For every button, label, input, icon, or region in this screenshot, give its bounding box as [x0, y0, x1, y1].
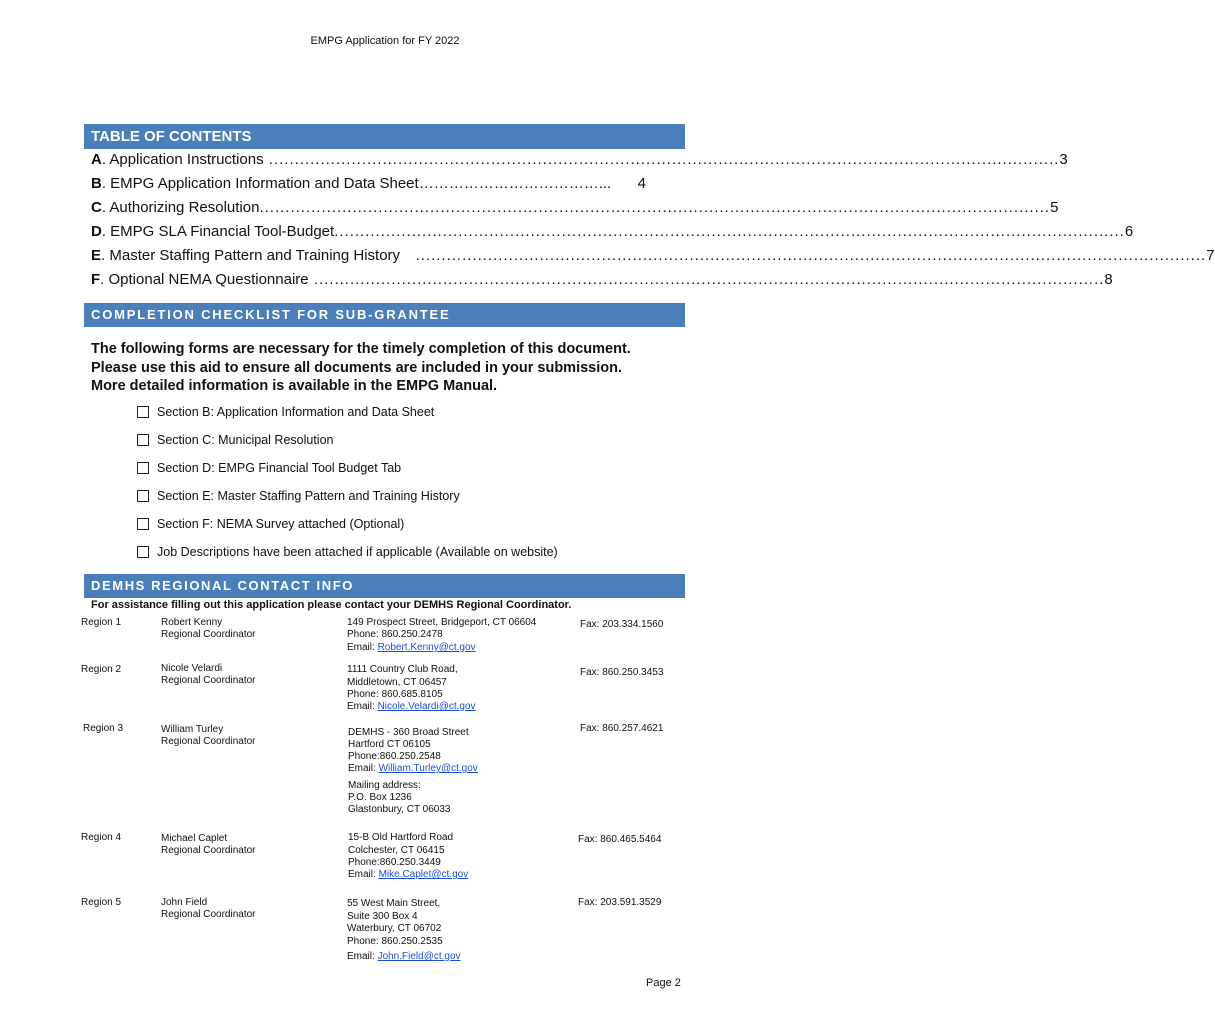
checklist-intro — [91, 340, 681, 396]
toc-text: . Application Instructions — [101, 151, 264, 168]
toc-leader: ......................................................................................................................................................... — [259, 199, 1051, 216]
assist-text: For assistance filling out this application please contact your DEMHS Regional Coordinator. — [91, 599, 572, 611]
contact-heading: DEMHS REGIONAL CONTACT INFO — [84, 574, 685, 598]
email-line: Email: Nicole.Velardi@ct.gov — [347, 701, 476, 712]
phone: Phone: 860.250.2535 — [347, 936, 443, 947]
toc-leader — [611, 173, 637, 195]
checklist-item[interactable] — [137, 488, 460, 504]
toc-letter: E — [91, 247, 102, 264]
toc-page: 7 — [1206, 247, 1215, 264]
address-line: Suite 300 Box 4 — [347, 911, 418, 922]
toc-page: 3 — [1059, 151, 1068, 168]
address-line: Waterbury, CT 06702 — [347, 923, 442, 934]
toc-letter: A — [91, 151, 102, 168]
checklist-label: Section B: Application Information and Data Sheet — [157, 405, 435, 419]
toc-item[interactable] — [91, 197, 1059, 219]
mailing-label: Mailing address: — [348, 780, 421, 791]
coordinator-role: Regional Coordinator — [161, 736, 256, 747]
toc-text: . Optional NEMA Questionnaire — [100, 271, 309, 288]
email-line: Email: Mike.Caplet@ct.gov — [348, 869, 469, 880]
phone: Phone:860.250.3449 — [348, 857, 441, 868]
checklist-item[interactable] — [137, 404, 434, 420]
email-link[interactable]: Robert.Kenny@ct.gov — [377, 642, 476, 653]
toc-item[interactable] — [91, 173, 646, 195]
email-line: Email: William.Turley@ct.gov — [348, 763, 478, 774]
address-line: 149 Prospect Street, Bridgeport, CT 06604 — [347, 617, 537, 628]
fax: Fax: 203.591.3529 — [578, 897, 662, 908]
checklist-label: Section C: Municipal Resolution — [157, 433, 334, 447]
toc-heading: TABLE OF CONTENTS — [84, 124, 685, 149]
toc-page: 6 — [1124, 223, 1134, 240]
region-label: Region 4 — [81, 832, 122, 843]
toc-item[interactable] — [91, 269, 1113, 291]
checkbox[interactable] — [137, 434, 149, 446]
toc-item[interactable] — [91, 149, 1068, 171]
toc-text: . Authorizing Resolution — [101, 199, 260, 216]
phone: Phone: 860.250.2478 — [347, 629, 443, 640]
checklist-label: Section D: EMPG Financial Tool Budget Tab — [157, 461, 402, 475]
address-line: 55 West Main Street, — [347, 898, 441, 909]
checkbox[interactable] — [137, 462, 149, 474]
phone: Phone:860.250.2548 — [348, 751, 441, 762]
toc-page: 5 — [1050, 199, 1059, 216]
intro-line: The following forms are necessary for the timely completion of this document. — [91, 341, 631, 357]
checklist-item[interactable] — [137, 432, 333, 448]
toc-leader: ......................................................................................................................................................... — [263, 151, 1060, 168]
address-line: Middletown, CT 06457 — [347, 677, 447, 688]
toc-text: . EMPG SLA Financial Tool-Budget — [101, 223, 335, 240]
checklist-item[interactable] — [137, 516, 404, 532]
coordinator-name: William Turley — [161, 724, 224, 735]
checkbox[interactable] — [137, 406, 149, 418]
toc-leader: ......................................................................................................................................................... — [334, 223, 1125, 240]
toc-letter: F — [91, 271, 101, 288]
toc-item[interactable] — [91, 245, 1215, 267]
email-link[interactable]: William.Turley@ct.gov — [378, 763, 478, 774]
address-line: DEMHS - 360 Broad Street — [348, 727, 469, 738]
checklist-label: Job Descriptions have been attached if applicable (Available on website) — [157, 545, 558, 559]
toc-leader: ......................................................................................................................................................... — [400, 247, 1207, 264]
checkbox[interactable] — [137, 490, 149, 502]
phone: Phone: 860.685.8105 — [347, 689, 443, 700]
region-label: Region 3 — [83, 723, 124, 734]
checklist-label: Section E: Master Staffing Pattern and Training History — [157, 489, 460, 503]
region-label: Region 5 — [81, 897, 122, 908]
mailing-line: Glastonbury, CT 06033 — [348, 804, 451, 815]
region-label: Region 1 — [81, 617, 122, 628]
address-line: 15-B Old Hartford Road — [348, 832, 454, 843]
fax: Fax: 860.465.5464 — [578, 834, 662, 845]
coordinator-name: John Field — [161, 897, 208, 908]
address-line: Hartford CT 06105 — [348, 739, 431, 750]
coordinator-role: Regional Coordinator — [161, 675, 256, 686]
toc-page: 4 — [637, 175, 646, 192]
coordinator-name: Michael Caplet — [161, 833, 228, 844]
toc-text: . Master Staffing Pattern and Training History — [101, 247, 401, 264]
coordinator-name: Robert Kenny — [161, 617, 223, 628]
intro-line: Please use this aid to ensure all documents are included in your submission. — [91, 359, 623, 376]
address-line: Colchester, CT 06415 — [348, 845, 445, 856]
coordinator-role: Regional Coordinator — [161, 629, 256, 640]
toc-letter: D — [91, 223, 102, 240]
fax: Fax: 860.257.4621 — [580, 723, 664, 734]
toc-letter: C — [91, 199, 102, 216]
checklist-heading: COMPLETION CHECKLIST FOR SUB-GRANTEE — [84, 303, 685, 327]
email-link[interactable]: Mike.Caplet@ct.gov — [378, 869, 469, 880]
toc-item[interactable] — [91, 221, 1134, 243]
mailing-line: P.O. Box 1236 — [348, 792, 412, 803]
toc-letter: B — [91, 175, 102, 192]
page-header: EMPG Application for FY 2022 — [310, 35, 460, 47]
fax: Fax: 203.334.1560 — [580, 619, 664, 630]
fax: Fax: 860.250.3453 — [580, 667, 664, 678]
email-link[interactable]: Nicole.Velardi@ct.gov — [377, 701, 476, 712]
intro-line: More detailed information is available in the EMPG Manual. — [91, 378, 498, 394]
address-line: 1111 Country Club Road, — [347, 664, 458, 675]
checkbox[interactable] — [137, 518, 149, 530]
toc-page: 8 — [1104, 271, 1113, 288]
coordinator-role: Regional Coordinator — [161, 909, 256, 920]
toc-text: . EMPG Application Information and Data Sheet………………………………... — [101, 175, 612, 192]
email-line: Email: Robert.Kenny@ct.gov — [347, 642, 476, 653]
page-number: Page 2 — [646, 977, 681, 989]
checklist-item[interactable] — [137, 544, 558, 560]
checklist-item[interactable] — [137, 460, 401, 476]
region-label: Region 2 — [81, 664, 122, 675]
coordinator-name: Nicole Velardi — [161, 663, 223, 674]
email-line: Email: John.Field@ct.gov — [347, 951, 461, 962]
checkbox[interactable] — [137, 546, 149, 558]
checklist-label: Section F: NEMA Survey attached (Optional) — [157, 517, 405, 531]
toc-leader: ......................................................................................................................................................... — [308, 271, 1105, 288]
coordinator-role: Regional Coordinator — [161, 845, 256, 856]
email-link[interactable]: John.Field@ct.gov — [377, 951, 461, 962]
